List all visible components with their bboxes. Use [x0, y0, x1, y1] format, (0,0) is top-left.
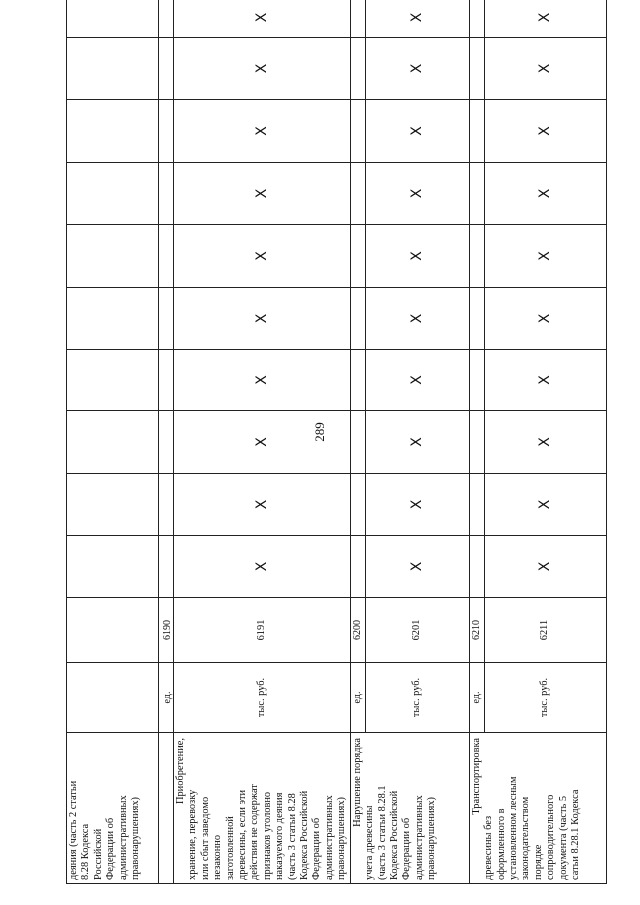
cross-mark: X: [408, 251, 425, 261]
description-line: правонарушениях): [336, 797, 348, 880]
mark-cell: [469, 225, 606, 288]
description-line: действия не содержат: [249, 784, 261, 880]
code-cell: [67, 598, 159, 663]
cross-mark: X: [408, 375, 425, 385]
mark-cell: [67, 0, 159, 38]
cross-mark: X: [536, 126, 553, 136]
cross-mark: X: [408, 499, 425, 510]
mark-cell: X: [174, 38, 351, 100]
unit-cell: [350, 663, 469, 733]
table-row: [174, 0, 351, 884]
mark-cell: [350, 350, 469, 411]
mark-cell: [159, 163, 174, 225]
mark-cell: [159, 288, 174, 350]
mark-cell: [469, 100, 606, 163]
unit-cell: тыс. руб.: [174, 663, 351, 733]
mark-cell: [67, 100, 159, 163]
mark-cell: [469, 411, 606, 474]
mark-cell: [159, 100, 174, 163]
mark-cell: [469, 0, 606, 38]
cross-mark: X: [536, 251, 553, 261]
row-description: [174, 733, 351, 884]
unit-cell: [67, 663, 159, 733]
mark-cell: [67, 411, 159, 474]
description-line: сатьи 8.28.1 Кодекса: [569, 789, 581, 880]
mark-cell: [350, 38, 469, 100]
mark-cell: [159, 350, 174, 411]
cross-mark: X: [408, 12, 425, 23]
description-line: деяния (часть 2 статьи: [68, 780, 79, 880]
description-line: древесины, если эти: [237, 789, 249, 880]
unit-amount: тыс. руб.: [410, 677, 422, 718]
mark-cell: [67, 350, 159, 411]
row-description: [350, 733, 469, 884]
row-description: [159, 733, 174, 884]
mark-cell: X: [174, 225, 351, 288]
mark-cell: [350, 474, 469, 536]
cross-mark: X: [536, 561, 553, 572]
mark-cell: [67, 163, 159, 225]
description-line: (часть 3 статьи 8.28: [286, 793, 298, 880]
description-line: административных: [323, 795, 335, 880]
code-amount: 6201: [410, 619, 422, 641]
description-line: заготовленной: [224, 816, 236, 880]
mark-cell: [67, 288, 159, 350]
mark-cell: X: [174, 350, 351, 411]
row-description: [469, 733, 606, 884]
cross-mark: X: [536, 313, 553, 324]
description-line: Федерации об: [105, 817, 117, 880]
mark-cell: [67, 225, 159, 288]
mark-cell: [159, 536, 174, 598]
cross-mark: X: [408, 437, 425, 447]
description-line: хранение, перевозку: [187, 789, 199, 880]
description-line: Кодекса Российской: [388, 790, 400, 880]
code-cell: [350, 598, 469, 663]
row-description: [67, 733, 159, 884]
cross-mark: X: [536, 188, 553, 199]
mark-cell: [469, 350, 606, 411]
cross-mark: X: [536, 375, 553, 385]
description-line: Транспортировка: [470, 738, 482, 815]
mark-cell: X: [174, 163, 351, 225]
table-row: [350, 0, 469, 884]
description-line: Кодекса Российской: [299, 790, 311, 880]
unit-cell: ед.: [159, 663, 174, 733]
unit-count: ед.: [351, 663, 366, 732]
mark-cell: [350, 0, 469, 38]
mark-cell: [350, 411, 469, 474]
description-line: или сбыт заведомо: [199, 796, 211, 880]
cross-mark: X: [408, 63, 425, 74]
mark-cell: [469, 163, 606, 225]
description-line: Приобретение,: [175, 738, 186, 805]
cross-mark: X: [536, 499, 553, 510]
description-line: документа (часть 5: [557, 795, 569, 880]
description-line: административных: [413, 795, 425, 880]
description-line: учета древесины: [364, 805, 376, 880]
data-table: [66, 0, 607, 884]
description-line: 8.28 Кодекса: [80, 823, 92, 880]
code-cell: [469, 598, 606, 663]
cross-mark: X: [408, 561, 425, 572]
code-count: 6200: [351, 598, 366, 662]
description-line: Федерации об: [401, 817, 413, 880]
table-row: [67, 0, 159, 884]
mark-cell: [159, 474, 174, 536]
mark-cell: X: [174, 536, 351, 598]
unit-cell: [469, 663, 606, 733]
mark-cell: [350, 288, 469, 350]
mark-cell: [469, 288, 606, 350]
mark-cell: [159, 0, 174, 38]
mark-cell: [159, 38, 174, 100]
table-row: [159, 0, 174, 884]
mark-cell: X: [174, 411, 351, 474]
cross-mark: X: [408, 313, 425, 324]
description-line: наказуемого деяния: [274, 792, 286, 880]
description-line: оформленного в: [495, 808, 507, 880]
mark-cell: [159, 411, 174, 474]
mark-cell: [469, 536, 606, 598]
code-cell: 6191: [174, 598, 351, 663]
code-cell: 6190: [159, 598, 174, 663]
description-line: незаконно: [212, 834, 224, 880]
description-line: сопроводительного: [545, 794, 557, 880]
cross-mark: X: [536, 63, 553, 74]
unit-count: ед.: [470, 663, 485, 732]
page-number: 289: [312, 422, 327, 442]
description-line: Нарушение порядка: [351, 738, 363, 827]
description-line: правонарушениях): [130, 797, 142, 880]
mark-cell: [469, 474, 606, 536]
mark-cell: X: [174, 0, 351, 38]
description-line: законодательством: [520, 796, 532, 880]
code-count: 6210: [470, 598, 485, 662]
description-line: (часть 3 статьи 8.28.1: [376, 785, 388, 880]
mark-cell: [350, 536, 469, 598]
description-line: порядке: [532, 844, 544, 880]
cross-mark: X: [408, 188, 425, 199]
mark-cell: X: [174, 100, 351, 163]
code-amount: 6211: [538, 619, 550, 641]
mark-cell: [350, 100, 469, 163]
description-line: правонарушениях): [426, 797, 438, 880]
unit-amount: тыс. руб.: [538, 677, 550, 718]
mark-cell: X: [174, 288, 351, 350]
cross-mark: X: [408, 126, 425, 136]
mark-cell: X: [174, 474, 351, 536]
description-line: Российской: [92, 828, 104, 880]
mark-cell: [67, 38, 159, 100]
description-line: установленном лесным: [507, 776, 519, 880]
description-line: Федерации об: [311, 817, 323, 880]
cross-mark: X: [536, 12, 553, 23]
description-line: признаков уголовно: [261, 791, 273, 880]
description-line: административных: [117, 795, 129, 880]
mark-cell: [67, 536, 159, 598]
mark-cell: [159, 225, 174, 288]
mark-cell: [350, 225, 469, 288]
mark-cell: [67, 474, 159, 536]
rotated-table-container: [66, 12, 581, 884]
description-line: древесины без: [483, 815, 495, 880]
mark-cell: [469, 38, 606, 100]
mark-cell: [350, 163, 469, 225]
cross-mark: X: [536, 437, 553, 447]
table-row: [469, 0, 606, 884]
